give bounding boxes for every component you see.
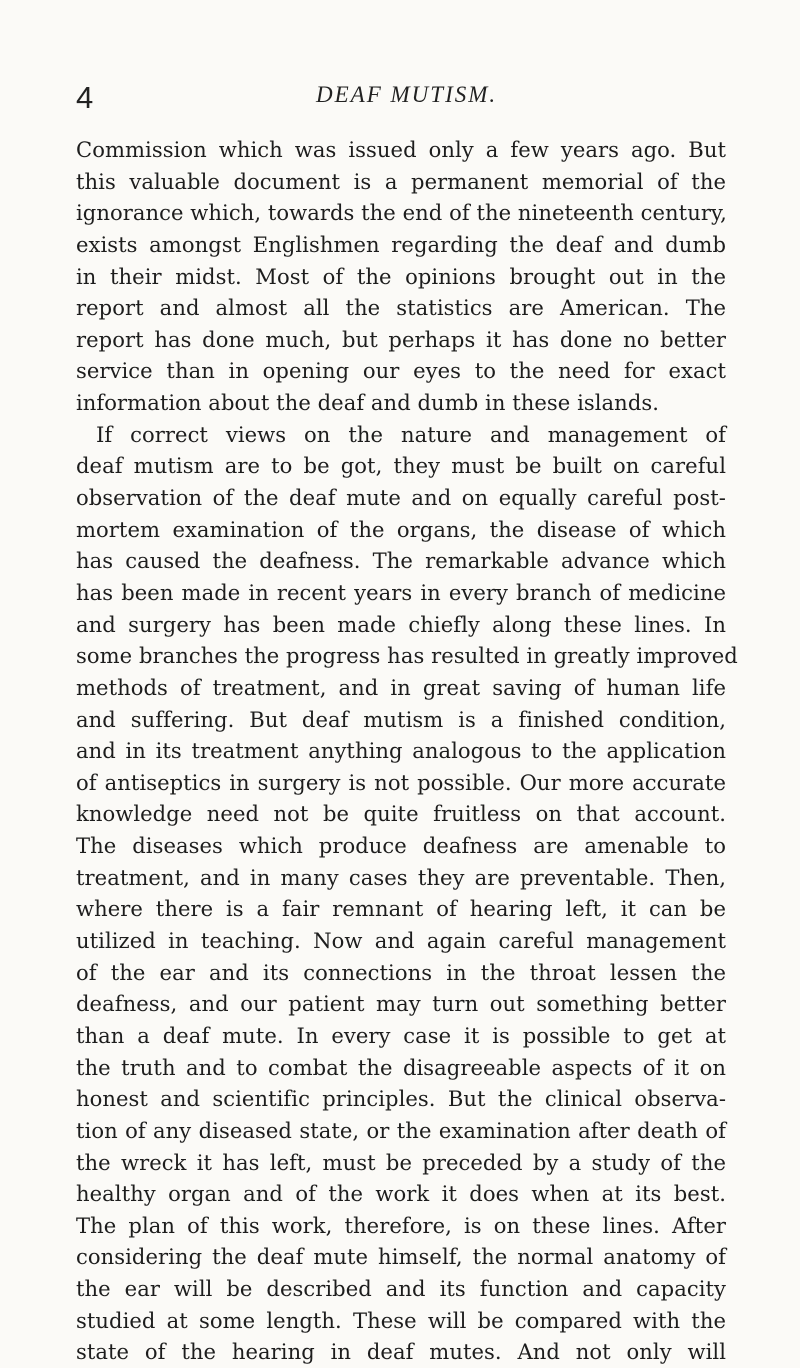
text-line: deaf mutism are to be got, they must be built on careful: [76, 453, 726, 479]
page-number: 4: [76, 80, 94, 115]
text-line: observation of the deaf mute and on equally careful post-: [76, 485, 726, 511]
text-line: and in its treatment anything analogous to the application: [76, 738, 726, 764]
text-line: The plan of this work, therefore, is on these lines. After: [76, 1212, 726, 1238]
text-line: studied at some length. These will be compared with the: [76, 1307, 726, 1333]
running-head: [76, 78, 726, 114]
text-line: the wreck it has left, must be preceded by a study of the: [76, 1149, 726, 1175]
text-line: treatment, and in many cases they are preventable. Then,: [76, 864, 726, 890]
text-line: exists amongst Englishmen regarding the deaf and dumb: [76, 231, 726, 257]
text-line: of antiseptics in surgery is not possible. Our more accurate: [76, 769, 726, 795]
text-line: has caused the deafness. The remarkable advance which: [76, 548, 726, 574]
text-line: the truth and to combat the disagreeable aspects of it on: [76, 1054, 726, 1080]
text-line: knowledge need not be quite fruitless on that account.: [76, 801, 726, 827]
text-line: considering the deaf mute himself, the normal anatomy of: [76, 1244, 726, 1270]
text-line: than a deaf mute. In every case it is possible to get at: [76, 1022, 726, 1048]
running-title: DEAF MUTISM.: [316, 82, 498, 107]
text-line: some branches the progress has resulted in greatly improved: [76, 643, 738, 669]
text-line: of the ear and its connections in the throat lessen the: [76, 959, 726, 985]
text-line: methods of treatment, and in great saving of human life: [76, 674, 726, 700]
text-line: If correct views on the nature and management of: [96, 421, 726, 447]
text-line: has been made in recent years in every branch of medicine: [76, 579, 726, 605]
text-line: and surgery has been made chiefly along these lines. In: [76, 611, 726, 637]
text-line: report and almost all the statistics are American. The: [76, 295, 726, 321]
text-line: this valuable document is a permanent memorial of the: [76, 168, 726, 194]
text-line: ignorance which, towards the end of the nineteenth century,: [76, 200, 727, 226]
text-line: honest and scientific principles. But the clinical observa-: [76, 1086, 726, 1112]
text-line: utilized in teaching. Now and again careful management: [76, 928, 726, 954]
text-line: information about the deaf and dumb in these islands.: [76, 390, 660, 416]
body-text: [76, 134, 738, 1368]
text-line: healthy organ and of the work it does when at its best.: [76, 1181, 726, 1207]
text-line: where there is a fair remnant of hearing left, it can be: [76, 896, 726, 922]
text-line: report has done much, but perhaps it has done no better: [76, 326, 726, 352]
text-line: state of the hearing in deaf mutes. And not only will: [76, 1339, 726, 1365]
text-line: in their midst. Most of the opinions brought out in the: [76, 263, 726, 289]
text-line: mortem examination of the organs, the disease of which: [76, 516, 726, 542]
text-line: deafness, and our patient may turn out something better: [76, 991, 726, 1017]
text-line: service than in opening our eyes to the need for exact: [76, 358, 726, 384]
text-line: and suffering. But deaf mutism is a finished condition,: [76, 706, 726, 732]
text-line: the ear will be described and its function and capacity: [76, 1276, 726, 1302]
text-line: Commission which was issued only a few years ago. But: [76, 137, 726, 162]
text-line: The diseases which produce deafness are amenable to: [76, 833, 726, 859]
text-line: tion of any diseased state, or the examination after death of: [76, 1117, 726, 1143]
